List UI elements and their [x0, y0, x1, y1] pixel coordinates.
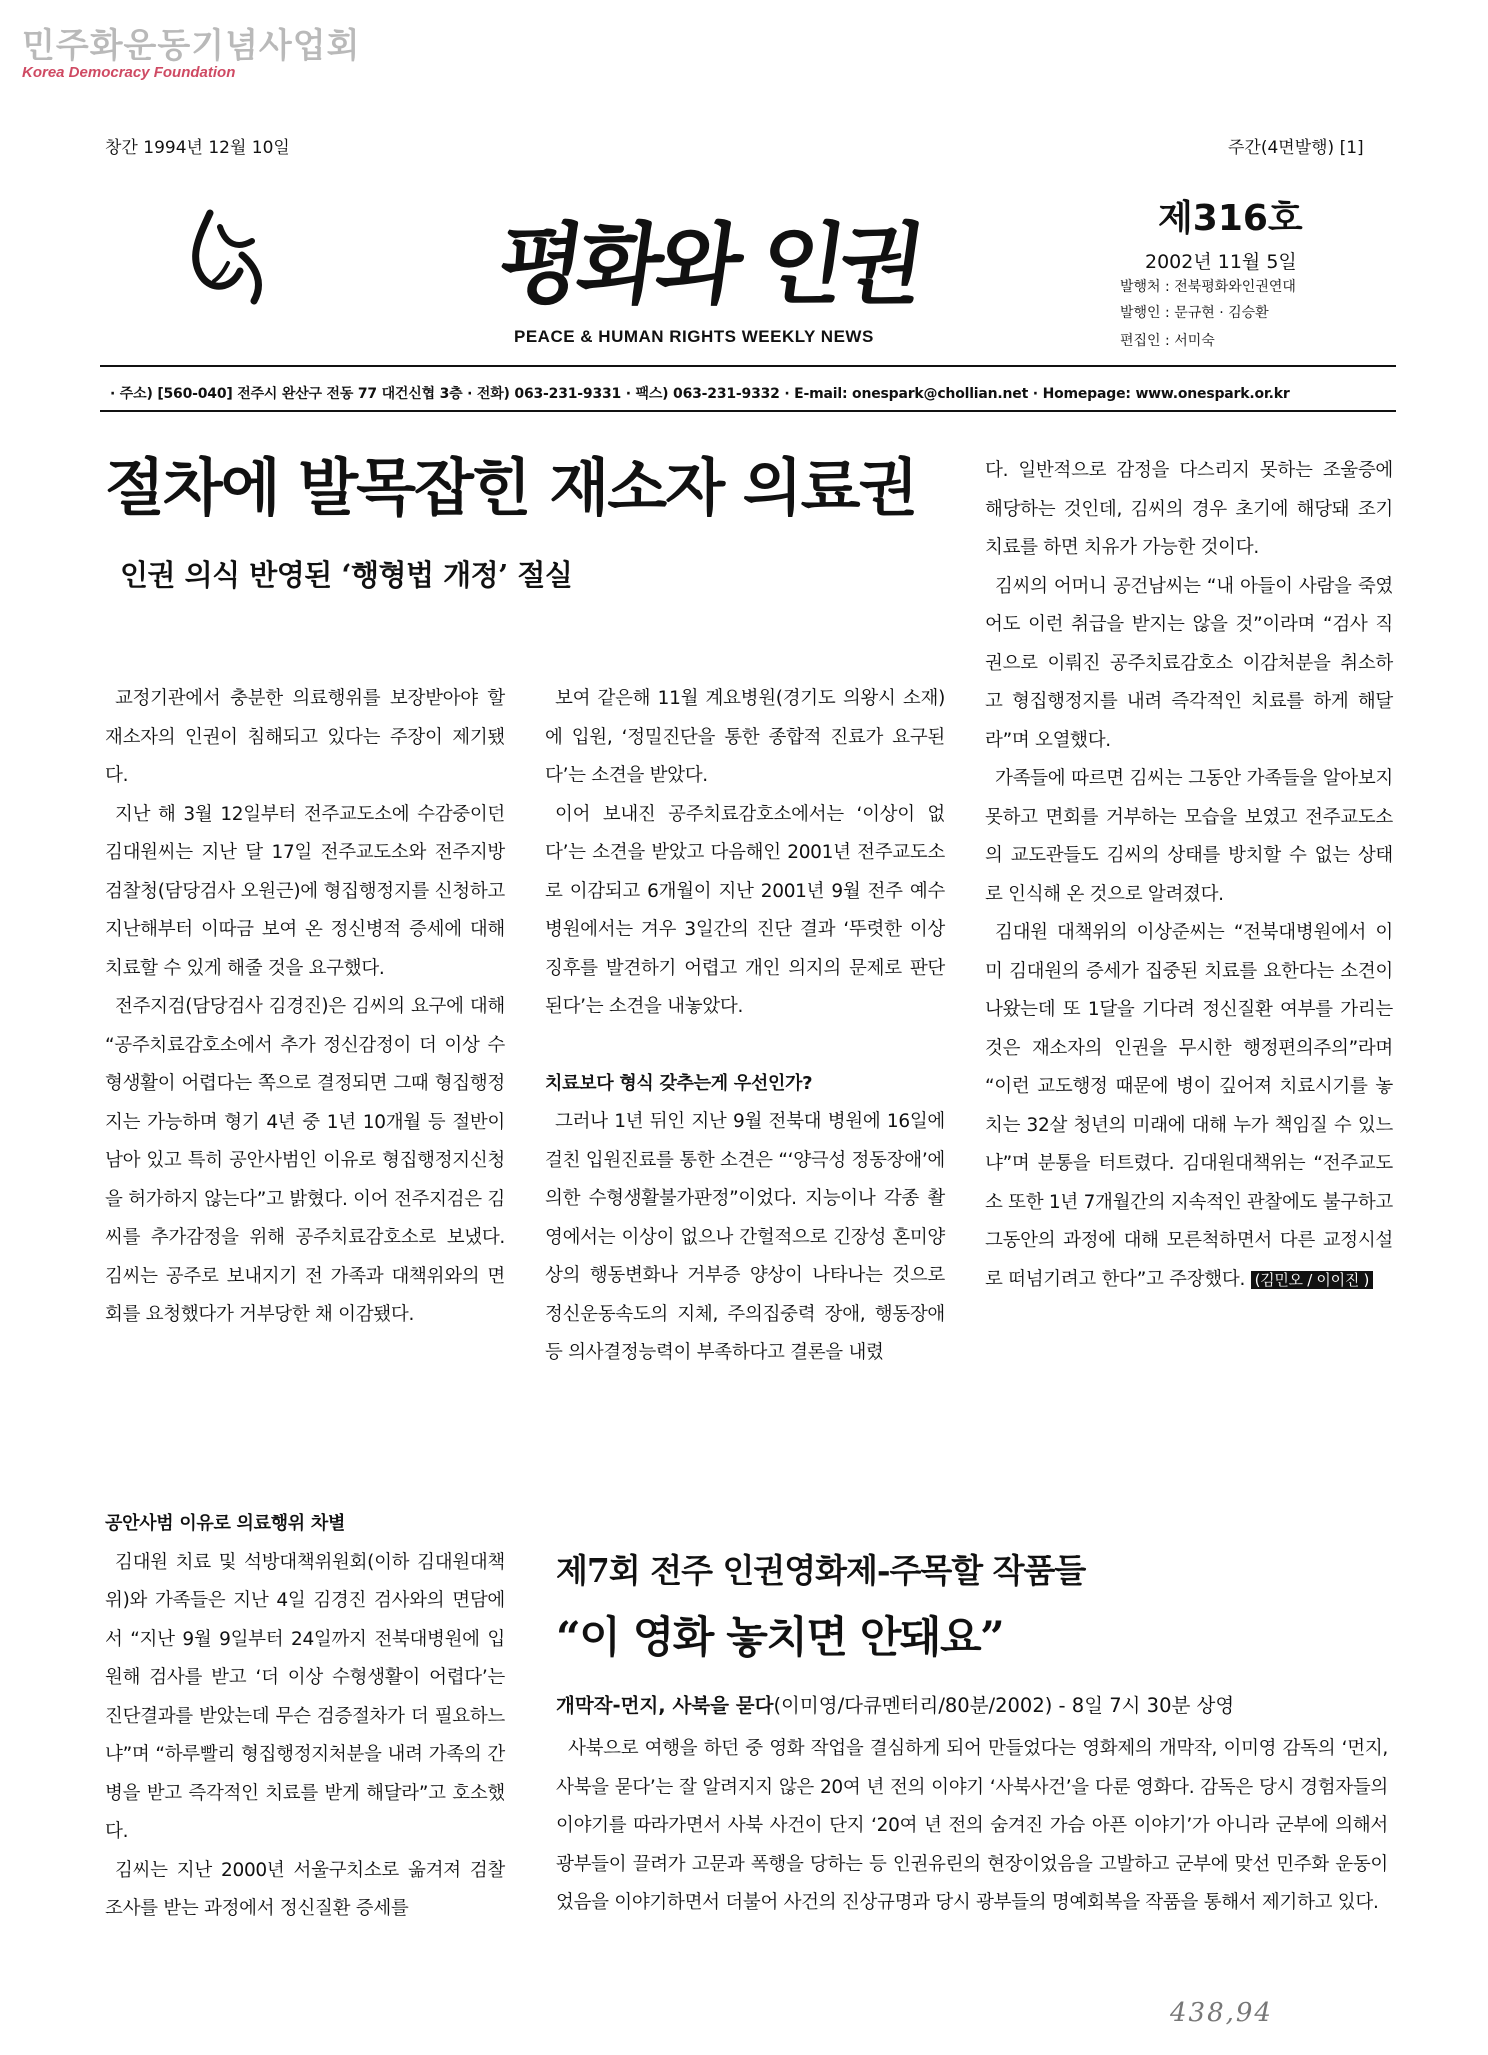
- paragraph: 이어 보내진 공주치료감호소에서는 ‘이상이 없다’는 소견을 받았고 다음해인 2001년 전주교도소로 이감되고 6개월이 지난 2001년 9월 전주 예수병원에서는 겨우 3일간의 진단 결과 ‘뚜렷한 이상징후를 발견하기 어렵고 개인 의지의 문제로 판단된다’는 소견을 내놓았다.: [545, 803, 945, 1017]
- newspaper-title: 평화와 인권: [491, 212, 927, 316]
- paragraph: [985, 914, 1393, 1299]
- handwritten-note: 438,94: [1170, 1998, 1273, 2028]
- article2-title: 제7회 전주 인권영화제-주목할 작품들: [556, 1551, 1086, 1590]
- paragraph: 사북으로 여행을 하던 중 영화 작업을 결심하게 되어 만들었다는 영화제의 개막작, 이미영 감독의 ‘먼지, 사북을 묻다’는 잘 알려지지 않은 20여 년 전의 이야기 ‘사북사건’을 다룬 영화다. 감독은 당시 경험자들의 이야기를 따라가면서 사북 사건이 단지 ‘20여 년 전의 숨겨진 가슴 아픈 이야기’가 아니라 군부에 의해서 광부들이 끌려가 고문과 폭행을 당하는 등 인권유린의 현장이었음을 고발하고 군부에 맞선 민주화 운동이었음을 이야기하면서 더불어 사건의 진상규명과 당시 광부들의 명예회복을 작품을 통해서 제기하고 있다.: [556, 1738, 1388, 1913]
- opening-film-title: 개막작-먼지, 사북을 묻다: [556, 1694, 774, 1717]
- founded-date: 창간 1994년 12월 10일: [105, 138, 290, 158]
- contact-info-bar: · 주소) [560-040] 전주시 완산구 전동 77 대건신협 3층 · 전화) 063-231-9331 · 팩스) 063-231-9332 · E-mail: onespark@chollian.net · Homepage: www.onespark.or.kr: [110, 386, 1290, 402]
- paragraph: 김대원 치료 및 석방대책위원회(이하 김대원대책위)와 가족들은 지난 4일 김경진 검사와의 면담에서 “지난 9월 9일부터 24일까지 전북대병원에 입원해 검사를 받고 ‘더 이상 수형생활이 어렵다’는 진단결과를 받았는데 무슨 검증절차가 더 필요하느냐”며 “하루빨리 형집행정지처분을 내려 가족의 간병을 받고 즉각적인 치료를 받게 해달라”고 호소했다.: [105, 1551, 505, 1842]
- publisher-org: 발행처 : 전북평화와인권연대: [1120, 279, 1296, 295]
- paragraph: 교정기관에서 충분한 의료행위를 보장받아야 할 재소자의 인권이 침해되고 있다는 주장이 제기됐다.: [105, 688, 505, 786]
- paragraph: 김씨의 어머니 공건남씨는 “내 아들이 사람을 죽였어도 이런 취급을 받지는 않을 것”이라며 “검사 직권으로 이뤄진 공주치료감호소 이감처분을 취소하고 형집행정지를 내려 즉각적인 치료를 하게 해달라”며 오열했다.: [985, 575, 1393, 751]
- paragraph: 다. 일반적으로 감정을 다스리지 못하는 조울증에 해당하는 것인데, 김씨의 경우 초기에 해당돼 조기치료를 하면 치유가 가능한 것이다.: [985, 460, 1393, 558]
- paragraph: 가족들에 따르면 김씨는 그동안 가족들을 알아보지 못하고 면회를 거부하는 모습을 보였고 전주교도소의 교도관들도 김씨의 상태를 방치할 수 없는 상태로 인식해 온 것으로 알려졌다.: [985, 768, 1393, 905]
- paragraph: 전주지검(담당검사 김경진)은 김씨의 요구에 대해 “공주치료감호소에서 추가 정신감정이 더 이상 수형생활이 어렵다는 쪽으로 결정되면 그때 형집행정지는 가능하며 형기 4년 중 1년 10개월 등 절반이 남아 있고 특히 공안사범인 이유로 형집행정지신청을 허가하지 않는다”고 밝혔다. 이어 전주지검은 김씨를 추가감정을 위해 공주치료감호소로 보냈다. 김씨는 공주로 보내지기 전 가족과 대책위와의 면회를 요청했다가 거부당한 채 이감됐다.: [105, 996, 505, 1325]
- article-column-1-lower: [105, 1505, 505, 1929]
- paragraph: 지난 해 3월 12일부터 전주교도소에 수감중이던 김대원씨는 지난 달 17일 전주교도소와 전주지방검찰청(담당검사 오원근)에 형집행정지를 신청하고 지난해부터 이따금 보여 온 정신병적 증세에 대해 치료할 수 있게 해줄 것을 요구했다.: [105, 803, 505, 979]
- watermark-korean: 민주화운동기념사업회: [22, 26, 361, 66]
- article2-quote: “이 영화 놓치면 안돼요”: [556, 1613, 1004, 1663]
- article2-body: [556, 1730, 1388, 1923]
- article-column-2: [545, 680, 945, 1373]
- article-column-1: [105, 680, 505, 1335]
- watermark-english: Korea Democracy Foundation: [22, 64, 236, 81]
- section-title: 치료보다 형식 갖추는게 우선인가?: [545, 1072, 813, 1094]
- publication-frequency: 주간(4면발행) [1]: [1228, 138, 1364, 158]
- dove-logo-icon: [180, 205, 270, 309]
- article-headline: 절차에 발목잡힌 재소자 의료권: [105, 451, 917, 524]
- newspaper-subtitle: PEACE & HUMAN RIGHTS WEEKLY NEWS: [514, 327, 874, 346]
- masthead-rule-top: [100, 365, 1396, 367]
- editor: 편집인 : 서미숙: [1120, 333, 1215, 349]
- article-subhead: 인권 의식 반영된 ‘행형법 개정’ 절실: [120, 558, 573, 592]
- issue-number: 제316호: [1158, 198, 1303, 239]
- masthead-rule-bottom: [100, 410, 1396, 412]
- byline: (김민오 / 이이진 ): [1251, 1271, 1373, 1289]
- paragraph: 그러나 1년 뒤인 지난 9월 전북대 병원에 16일에 걸친 입원진료를 통한 소견은 “‘양극성 정동장애’에 의한 수형생활불가판정”이었다. 지능이나 각종 촬영에서는 이상이 없으나 간헐적으로 긴장성 혼미양상의 행동변화나 거부증 양상이 나타나는 것으로 정신운동속도의 지체, 주의집중력 장애, 행동장애 등 의사결정능력이 부족하다고 결론을 내렸: [545, 1111, 945, 1363]
- opening-film-line: [556, 1690, 1234, 1718]
- section-title: 공안사범 이유로 의료행위 차별: [105, 1513, 346, 1534]
- paragraph-text: 김대원 대책위의 이상준씨는 “전북대병원에서 이미 김대원의 증세가 집중된 치료를 요한다는 소견이 나왔는데 또 1달을 기다려 정신질환 여부를 가리는 것은 재소자의 인권을 무시한 행정편의주의”라며 “이런 교도행정 때문에 병이 깊어져 치료시기를 놓치는 32살 청년의 미래에 대해 누가 책임질 수 있느냐”며 분통을 터트렸다. 김대원대책위는 “전주교도소 또한 1년 7개월간의 지속적인 관찰에도 불구하고 그동안의 과정에 대해 모른척하면서 다른 교정시설로 떠넘기려고 한다”고 주장했다.: [985, 922, 1393, 1290]
- paragraph: 김씨는 지난 2000년 서울구치소로 옮겨져 검찰조사를 받는 과정에서 정신질환 증세를: [105, 1859, 505, 1919]
- opening-film-meta: (이미영/다큐멘터리/80분/2002) - 8일 7시 30분 상영: [773, 1694, 1235, 1717]
- paragraph: 보여 같은해 11월 계요병원(경기도 의왕시 소재)에 입원, ‘정밀진단을 통한 종합적 진료가 요구된다’는 소견을 받았다.: [545, 688, 945, 786]
- issue-date: 2002년 11월 5일: [1145, 251, 1297, 273]
- article-column-3: [985, 452, 1393, 1299]
- publishers: 발행인 : 문규현 · 김승환: [1120, 305, 1269, 321]
